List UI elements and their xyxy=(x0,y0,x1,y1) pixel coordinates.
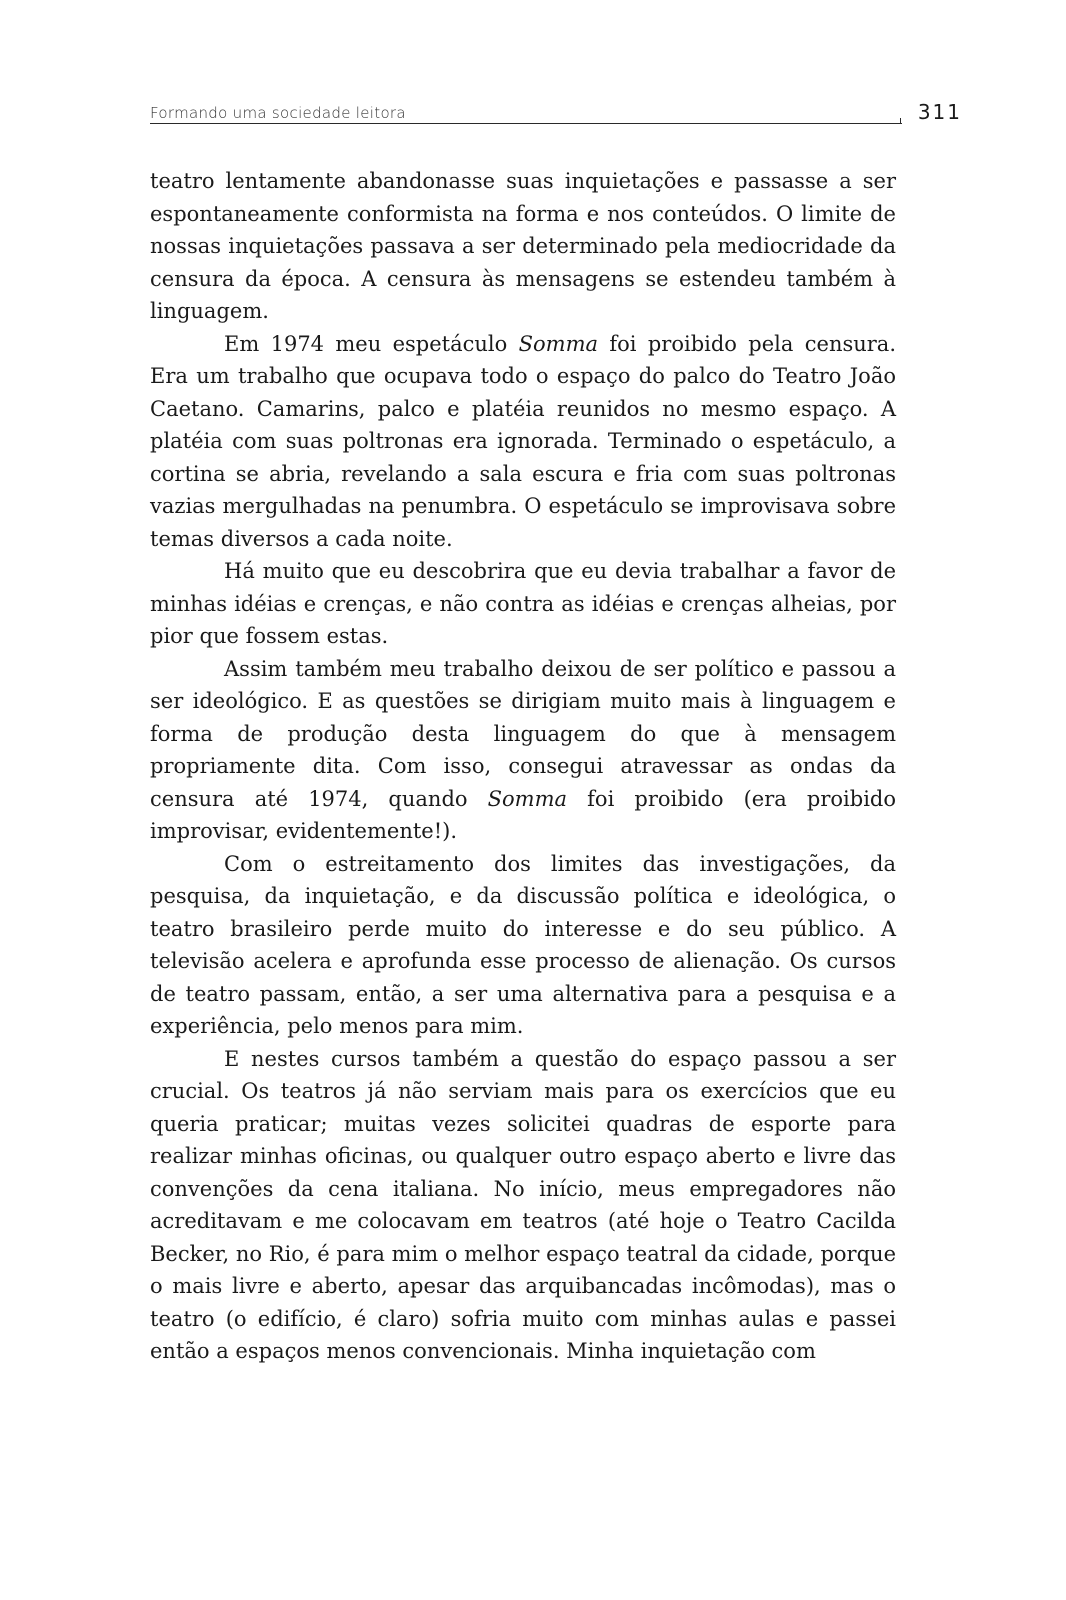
paragraph-text: foi proibido pela censura. Era um trabalho que ocupava todo o espaço do palco do Teatro João Caetano. Camarins, palco e platéia reunidos no mesmo espaço. A platéia com suas poltronas era ignorada. Terminado o espetáculo, a cortina se abria, revelando a sala escura e fria com suas poltronas vazias mergulhadas na penumbra. O espetáculo se improvisava sobre temas diversos a cada noite. xyxy=(150,331,897,551)
header-rule xyxy=(150,123,902,124)
play-title-somma: Somma xyxy=(487,786,568,811)
body-text xyxy=(150,165,896,1368)
paragraph-text: Em 1974 meu espetáculo xyxy=(224,331,519,356)
paragraph: E nestes cursos também a questão do espaço passou a ser crucial. Os teatros já não serviam mais para os exercícios que eu queria praticar; muitas vezes solicitei quadras de esporte para realizar minhas oficinas, ou qualquer outro espaço aberto e livre das convenções da cena italiana. No início, meus empregadores não acreditavam e me colocavam em teatros (até hoje o Teatro Cacilda Becker, no Rio, é para mim o melhor espaço teatral da cidade, porque o mais livre e aberto, apesar das arquibancadas incômodas), mas o teatro (o edifício, é claro) sofria muito com minhas aulas e passei então a espaços menos convencionais. Minha inquietação com xyxy=(150,1046,896,1363)
play-title-somma: Somma xyxy=(518,331,599,356)
paragraph: Há muito que eu descobrira que eu devia trabalhar a favor de minhas idéias e crenças, e não contra as idéias e crenças alheias, por pior que fossem estas. xyxy=(150,559,896,648)
paragraph xyxy=(150,653,896,848)
running-header xyxy=(150,100,962,130)
paragraph xyxy=(150,328,896,556)
paragraph-text: Assim também meu trabalho deixou de ser político e passou a ser ideológico. E as questões se dirigiam muito mais à linguagem e forma de produção desta linguagem do que à mensagem propriamente dita. Com isso, consegui atravessar as ondas da censura até 1974, quando xyxy=(150,656,896,811)
paragraph-text: foi proibido (era proibido improvisar, evidentemente!). xyxy=(150,786,896,843)
paragraph: Com o estreitamento dos limites das investigações, da pesquisa, da inquietação, e da discussão política e ideológica, o teatro brasileiro perde muito do interesse e do seu público. A televisão acelera e aprofunda esse processo de alienação. Os cursos de teatro passam, então, a ser uma alternativa para a pesquisa e a experiência, pelo menos para mim. xyxy=(150,851,896,1038)
running-title: Formando uma sociedade leitora xyxy=(150,104,406,122)
page-number: 311 xyxy=(917,100,962,124)
paragraph: teatro lentamente abandonasse suas inquietações e passasse a ser espontaneamente conformista na forma e nos conteúdos. O limite de nossas inquietações passava a ser determinado pela mediocridade da censura da época. A censura às mensagens se estendeu também à linguagem. xyxy=(150,169,896,323)
header-rule-tick xyxy=(900,118,901,124)
